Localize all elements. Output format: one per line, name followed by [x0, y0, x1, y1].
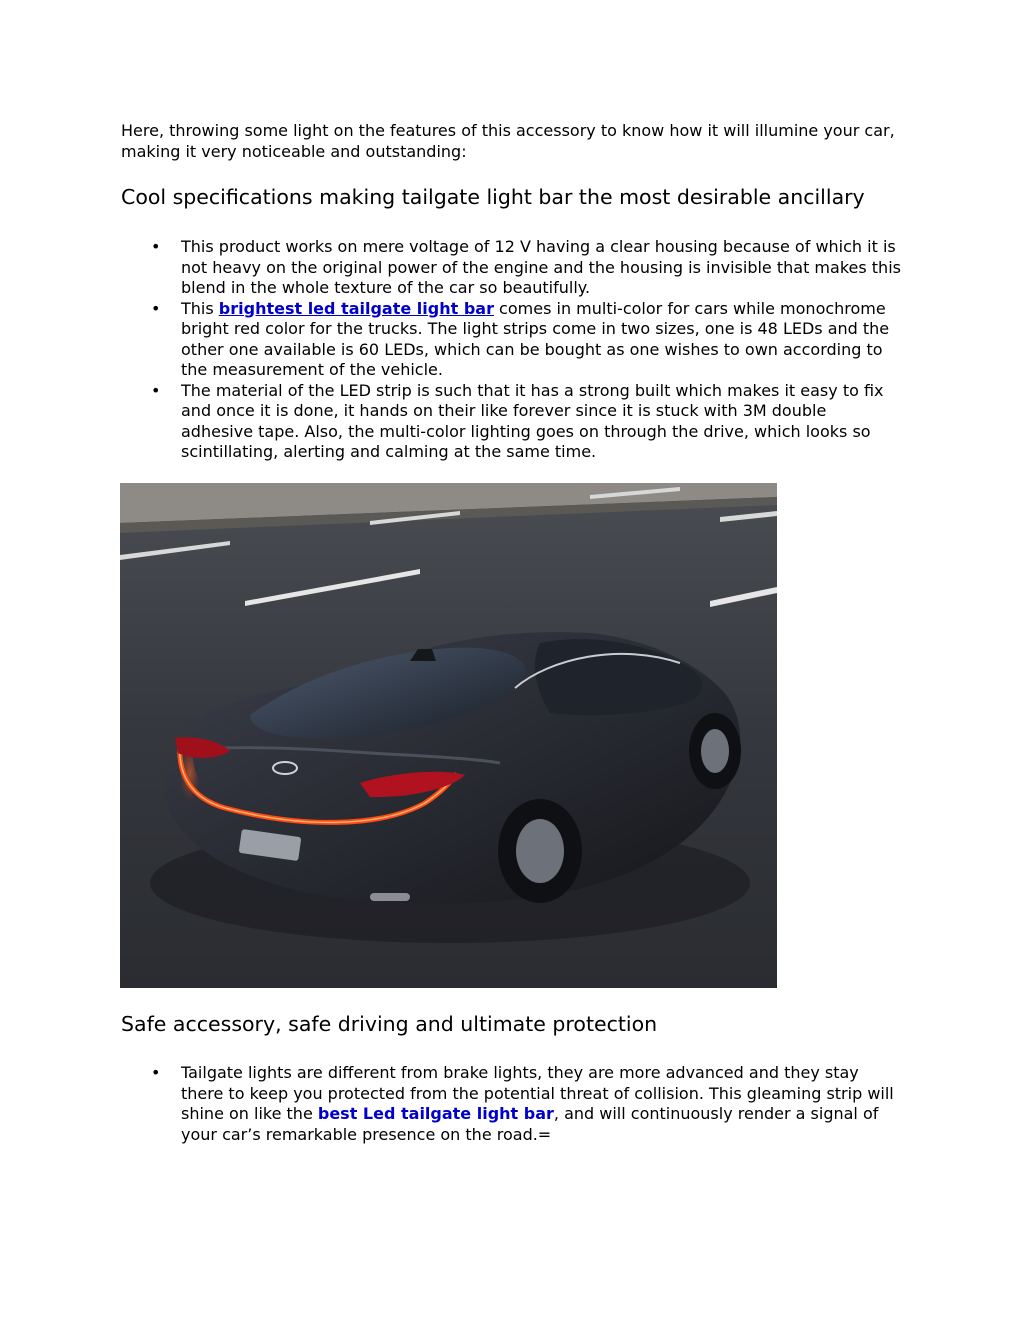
- bullet-icon: •: [151, 1063, 161, 1082]
- car-photo: [120, 483, 777, 988]
- list-item-text-before: This: [181, 298, 219, 318]
- bullet-icon: •: [151, 298, 161, 318]
- list-item-text-after: , and will continuously render a signal of your car’s remarkable presence on the road.=: [181, 1104, 879, 1144]
- bullet-icon: •: [151, 380, 161, 400]
- list-item: [0, 1063, 901, 1145]
- list-item-text: The material of the LED strip is such that it has a strong built which makes it easy to fix and once it is done, it hands on their like forever since it is stuck with 3M double adhesive tape. Also, the multi-color lighting goes on through the drive, which looks so scintillating, alerting and calming at the same time.: [181, 380, 884, 461]
- list-item: [0, 237, 901, 299]
- list-item-text: This product works on mere voltage of 12 V having a clear housing because of which it is not heavy on the original power of the engine and the housing is invisible that makes this blend in the whole texture of the car so beautifully.: [181, 237, 901, 297]
- rear-rim: [516, 819, 564, 883]
- list-item-text-before: Tailgate lights are different from brake lights, they are more advanced and they stay there to keep you protected from the potential threat of collision. This gleaming strip will shine on like the: [181, 1063, 894, 1123]
- front-rim: [701, 729, 729, 773]
- best-led-tailgate-link[interactable]: best Led tailgate light bar: [317, 1104, 554, 1123]
- exhaust-tip: [370, 893, 410, 901]
- list-item: [0, 299, 901, 381]
- list-item: [0, 381, 901, 463]
- bullet-icon: •: [151, 237, 161, 256]
- intro-paragraph: Here, throwing some light on the features of this accessory to know how it will illumine your car, making it very noticeable and outstanding:: [121, 121, 895, 161]
- brightest-led-tailgate-link[interactable]: brightest led tailgate light bar: [218, 298, 494, 318]
- car-photo-illustration: [120, 483, 777, 988]
- specifications-list: [0, 237, 901, 463]
- section-heading-specifications: Cool specifications making tailgate light bar the most desirable ancillary: [121, 185, 865, 209]
- list-item-text-after: comes in multi-color for cars while monochrome bright red color for the trucks. The light strips come in two sizes, one is 48 LEDs and the other one available is 60 LEDs, which can be bought as one wishes to own according to the measurement of the vehicle.: [181, 298, 890, 379]
- safety-list: [0, 1063, 901, 1145]
- section-heading-safety: Safe accessory, safe driving and ultimate protection: [121, 1012, 658, 1036]
